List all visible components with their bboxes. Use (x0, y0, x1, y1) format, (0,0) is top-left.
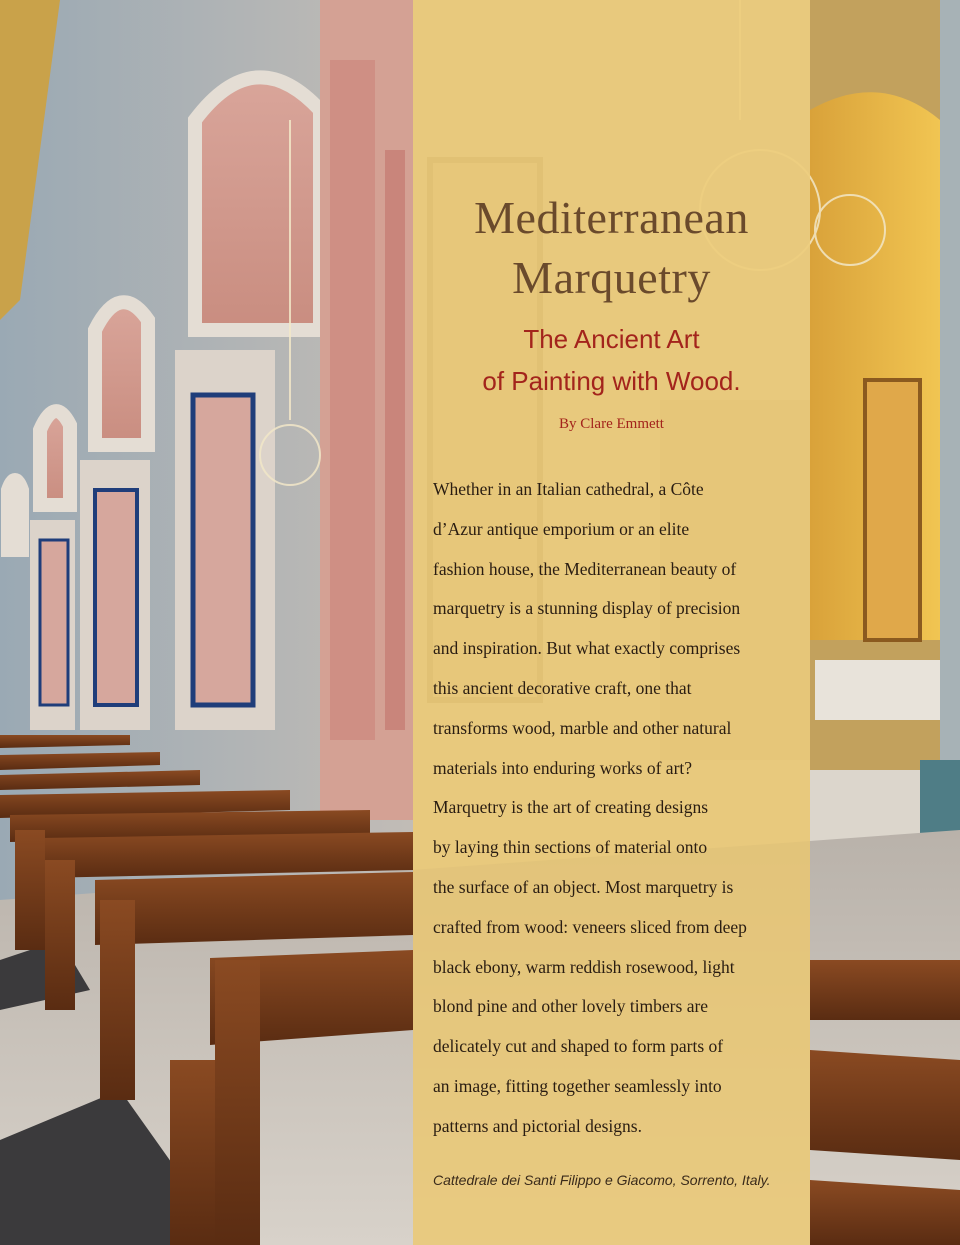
body-line: the surface of an object. Most marquetry is (433, 876, 734, 897)
body-line: materials into enduring works of art? (433, 757, 693, 778)
body-line: Marquetry is the art of creating designs (433, 797, 709, 818)
article-title (413, 188, 810, 308)
article-body (433, 470, 805, 1147)
body-line: by laying thin sections of material onto (433, 837, 708, 858)
subtitle-line: The Ancient Art (523, 324, 700, 354)
article-subtitle (413, 318, 810, 402)
body-line: d’Azur antique emporium or an elite (433, 518, 690, 539)
photo-caption: Cattedrale dei Santi Filippo e Giacomo, Sorrento, Italy. (433, 1172, 771, 1188)
body-line: this ancient decorative craft, one that (433, 677, 692, 698)
body-line: patterns and pictorial designs. (433, 1115, 642, 1136)
title-line: Marquetry (512, 252, 711, 303)
body-line: blond pine and other lovely timbers are (433, 996, 709, 1017)
title-line: Mediterranean (474, 192, 749, 243)
body-line: Whether in an Italian cathedral, a Côte (433, 479, 704, 499)
body-line: black ebony, warm reddish rosewood, light (433, 956, 735, 977)
subtitle-line: of Painting with Wood. (482, 366, 741, 396)
body-line: an image, fitting together seamlessly into (433, 1075, 722, 1096)
body-line: delicately cut and shaped to form parts of (433, 1036, 724, 1057)
body-line: and inspiration. But what exactly comprises (433, 638, 741, 659)
body-line: marquetry is a stunning display of precision (433, 598, 741, 619)
body-line: fashion house, the Mediterranean beauty of (433, 558, 737, 579)
body-line: transforms wood, marble and other natural (433, 717, 732, 738)
body-line: crafted from wood: veneers sliced from deep (433, 916, 747, 937)
byline: By Clare Emmett (559, 416, 664, 432)
